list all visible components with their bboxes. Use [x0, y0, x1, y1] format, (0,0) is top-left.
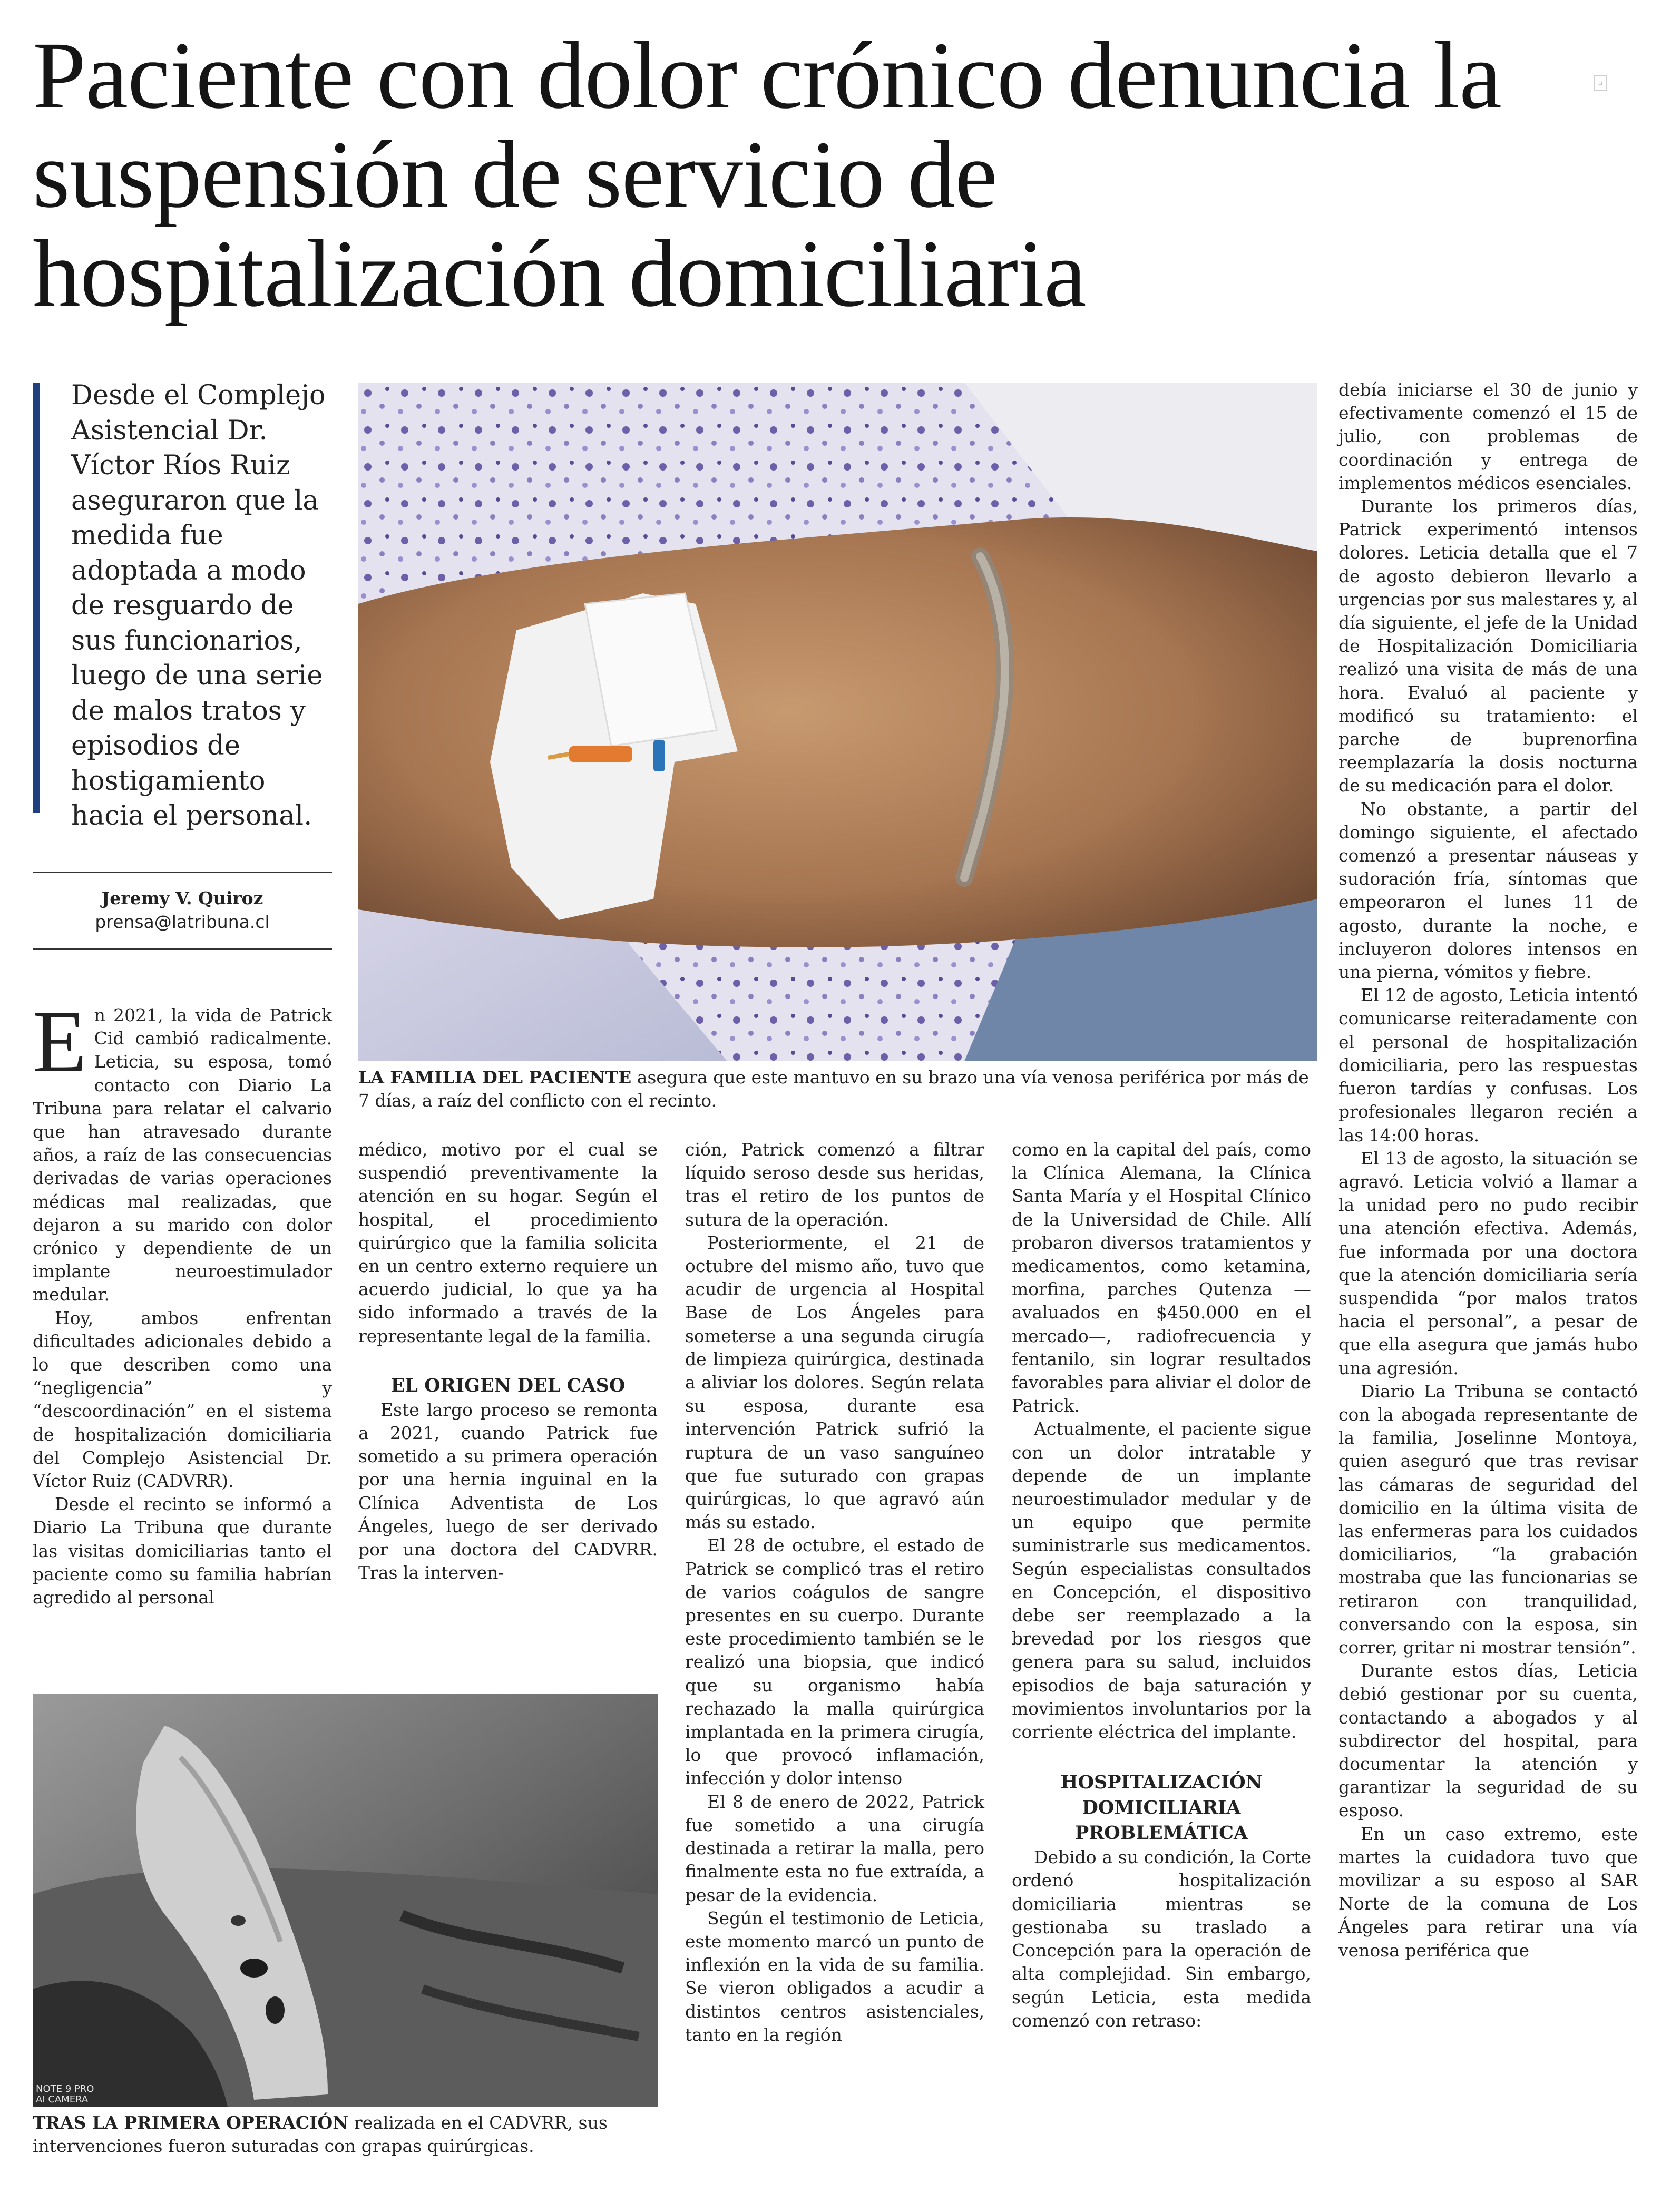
- body-paragraph: debía iniciarse el 30 de junio y efectivamente comenzó el 15 de julio, con problemas de coordinación y entrega de implementos médicos esenciales.: [1338, 379, 1638, 493]
- photo-arm-iv: [358, 383, 1317, 1061]
- watermark-line2: AI CAMERA: [36, 2094, 89, 2105]
- headline: Paciente con dolor crónico denuncia la suspensión de servicio de hospitalización domiciliaria: [33, 23, 1501, 327]
- body-paragraph: El 8 de enero de 2022, Patrick fue sometido a una cirugía destinada a retirar la malla, pero finalmente esta no fue extraída, a pesar de la evidencia.: [685, 1791, 984, 1905]
- body-paragraph: Durante los primeros días, Patrick experimentó intensos dolores. Leticia detalla que el 7 de agosto debieron llevarlo a urgencias por sus malestares y, al día siguiente, el jefe de la Unidad de Hospitalización Domiciliaria realizó una visita de más de una hora. Evaluó al paciente y modificó su tratamiento: el parche de buprenorfina reemplazaría la dosis nocturna de su medicación para el dolor.: [1338, 496, 1638, 796]
- byline-author: Jeremy V. Quiroz: [101, 888, 263, 908]
- article-dek: Desde el Complejo Asistencial Dr. Víctor Ríos Ruiz aseguraron que la medida fue adoptada a modo de resguardo de sus funcionarios, luego de una serie de malos tratos y episodios de hostigamiento hacia el personal.: [71, 380, 326, 831]
- body-paragraph: Posteriormente, el 21 de octubre del mismo año, tuvo que acudir de urgencia al Hospital Base de Los Ángeles para someterse a una segunda cirugía de limpieza quirúrgica, destinada a aliviar los dolores. Según relata su esposa, durante esa intervención Patrick sufrió la ruptura de un vaso sanguíneo que fue suturado con grapas quirúrgicas, lo que agravó aún más su estado.: [685, 1232, 984, 1533]
- body-paragraph: No obstante, a partir del domingo siguiente, el afectado comenzó a presentar náuseas y sudoración fría, síntomas que empeoraron el lunes 11 de agosto, durante la noche, e incluyeron dolores intensos en una pierna, vómitos y fiebre.: [1338, 798, 1638, 983]
- body-paragraph: Según el testimonio de Leticia, este momento marcó un punto de inflexión en la vida de su familia. Se vieron obligados a acudir a distintos centros asistenciales, tanto en la región: [685, 1907, 984, 2045]
- section-subhead: EL ORIGEN DEL CASO: [390, 1374, 626, 1396]
- body-paragraph: El 13 de agosto, la situación se agravó. Leticia volvió a llamar a la unidad pero no pudo recibir una atención efectiva. Además, fue informada por una doctora que la atención domiciliaria sería suspendida “por malos tratos hacia el personal”, a pesar de que ella asegura que jamás hubo una agresión.: [1338, 1148, 1638, 1378]
- body-paragraph: El 12 de agosto, Leticia intentó comunicarse reiteradamente con el personal de hospitalización domiciliaria, pero las respuestas fueron tardías y confusas. Los profesionales llegaron recién a las 14:00 horas.: [1338, 985, 1638, 1146]
- body-paragraph: como en la capital del país, como la Clínica Alemana, la Clínica Santa María y el Hospital Clínico de la Universidad de Chile. Allí probaron diversos tratamientos y medicamentos, como ketamina, morfina, parches Qutenza —avaluados en $450.000 en el mercado—, radiofrecuencia y fentanilo, sin lograr resultados favorables para aliviar el dolor de Patrick.: [1012, 1139, 1311, 1416]
- byline-rule-top: [33, 872, 332, 873]
- body-column-4: [1012, 1138, 1311, 2032]
- body-paragraph: En un caso extremo, este martes la cuidadora tuvo que movilizar a su esposo al SAR Norte de la comuna de Los Ángeles para retirar una vía venosa periférica que: [1338, 1823, 1638, 1961]
- body-column-3: [685, 1138, 984, 2047]
- body-paragraph: Actualmente, el paciente sigue con un dolor intratable y depende de un implante neuroestimulador medular y de un equipo que permite suministrarle sus medicamentos. Según especialistas consultados en Concepción, el dispositivo debe ser reemplazado a la brevedad por los riesgos que genera para su salud, incluidos episodios de baja saturación y movimientos involuntarios por la corriente eléctrica del implante.: [1012, 1418, 1311, 1743]
- photo-arm-caption-text: asegura que este mantuvo en su brazo una vía venosa periférica por más de 7 días, a raíz del conflicto con el recinto.: [358, 1067, 1309, 1111]
- body-paragraph: ción, Patrick comenzó a filtrar líquido seroso desde sus heridas, tras el retiro de los puntos de sutura de la operación.: [685, 1139, 984, 1230]
- photo-surgery-caption-text: realizada en el CADVRR, sus intervenciones fueron suturadas con grapas quirúrgicas.: [33, 2112, 608, 2156]
- byline-email: prensa@latribuna.cl: [95, 912, 270, 932]
- byline-rule-bottom: [33, 948, 332, 950]
- photo-arm-caption: [358, 1066, 1317, 1112]
- photo-surgery-caption-lead: TRAS LA PRIMERA OPERACIÓN: [33, 2112, 349, 2133]
- body-column-2: [358, 1138, 658, 1584]
- body-paragraph: médico, motivo por el cual se suspendió preventivamente la atención en su hogar. Según el hospital, el procedimiento quirúrgico que la familia solicita en un centro externo requiere un acuerdo judicial, lo que ya ha sido informado a través de la representante legal de la familia.: [358, 1139, 658, 1346]
- body-paragraph: Durante estos días, Leticia debió gestionar por su cuenta, contactando a abogados y al subdirector del hospital, para documentar la atención y garantizar la seguridad de su esposo.: [1338, 1660, 1638, 1821]
- section-subhead: HOSPITALIZACIÓN DOMICILIARIA PROBLEMÁTICA: [1060, 1771, 1263, 1844]
- photo-surgery-staples: [33, 1694, 658, 2107]
- page-marker-icon: ▫: [1594, 75, 1607, 91]
- dek-accent-bar: [33, 383, 40, 813]
- body-column-1: [33, 993, 332, 1609]
- paragraph-text: n 2021, la vida de Patrick Cid cambió radicalmente. Leticia, su esposa, tomó contacto con Diario La Tribuna para relatar el calvario que han atravesado durante años, a raíz de las consecuencias derivadas de varias operaciones médicas mal realizadas, que dejaron a su marido con dolor crónico y dependiente de un implante neuroestimulador medular.: [33, 1005, 332, 1305]
- photo-arm-caption-lead: LA FAMILIA DEL PACIENTE: [358, 1067, 632, 1088]
- dropcap: E: [33, 993, 87, 1091]
- body-paragraph: Este largo proceso se remonta a 2021, cuando Patrick fue sometido a su primera operación por una hernia inguinal en la Clínica Adventista de Los Ángeles, luego de ser derivado por una doctora del CADVRR. Tras la interven-: [358, 1399, 658, 1583]
- watermark-line1: NOTE 9 PRO: [36, 2083, 94, 2094]
- body-paragraph: Desde el recinto se informó a Diario La Tribuna que durante las visitas domiciliarias tanto el paciente como su familia habrían agredido al personal: [33, 1494, 332, 1608]
- photo-surgery-caption: [33, 2111, 658, 2158]
- body-paragraph: Hoy, ambos enfrentan dificultades adicionales debido a lo que describen como una “negligencia” y “descoordinación” en el sistema de hospitalización domiciliaria del Complejo Asistencial Dr. Víctor Ruiz (CADVRR).: [33, 1307, 332, 1492]
- body-paragraph: Debido a su condición, la Corte ordenó hospitalización domiciliaria mientras se gestionaba su traslado a Concepción para la operación de alta complejidad. Sin embargo, según Leticia, esta medida comenzó con retraso:: [1012, 1847, 1311, 2031]
- body-column-5: [1338, 378, 1638, 1962]
- body-paragraph: [33, 993, 332, 1307]
- body-paragraph: Diario La Tribuna se contactó con la abogada representante de la familia, Joselinne Montoya, quien aseguró que tras revisar las cámaras de seguridad del domicilio en la última visita de las enfermeras para los cuidados domiciliarios, “la grabación mostraba que las funcionarias se retiraron con tranquilidad, conversando con la esposa, sin correr, gritar ni mostrar tensión”.: [1338, 1381, 1638, 1658]
- body-paragraph: El 28 de octubre, el estado de Patrick se complicó tras el retiro de varios coágulos de sangre presentes en su cuerpo. Durante este procedimiento también se le realizó una biopsia, que indicó que su organismo había rechazado la malla quirúrgica implantada en la primera cirugía, lo que provocó inflamación, infección y dolor intenso: [685, 1535, 984, 1789]
